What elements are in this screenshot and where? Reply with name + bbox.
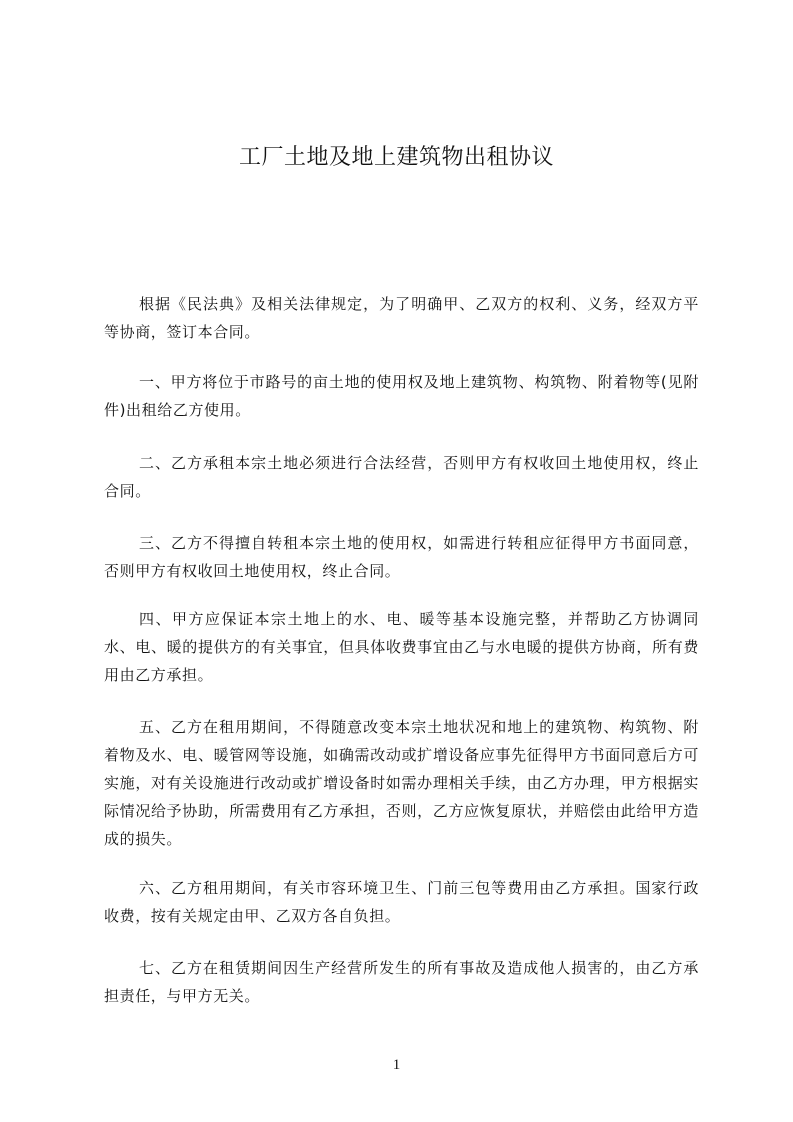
paragraph-clause-7: 七、乙方在租赁期间因生产经营所发生的所有事故及造成他人损害的，由乙方承担责任，与甲方无关。	[104, 959, 699, 1005]
paragraph-clause-6: 六、乙方租用期间，有关市容环境卫生、门前三包等费用由乙方承担。国家行政收费，按有关规定由甲、乙双方各自负担。	[104, 879, 699, 925]
page-number: 1	[392, 1057, 401, 1073]
paragraph-clause-1: 一、甲方将位于市路号的亩土地的使用权及地上建筑物、构筑物、附着物等(见附件)出租给乙方使用。	[104, 373, 699, 419]
paragraph-clause-5: 五、乙方在租用期间，不得随意改变本宗土地状况和地上的建筑物、构筑物、附着物及水、电、暖管网等设施，如确需改动或扩增设备应事先征得甲方书面同意后方可实施，对有关设施进行改动或扩增设备时如需办理相关手续，由乙方办理，甲方根据实际情况给予协助，所需费用有乙方承担，否则，乙方应恢复原状，并赔偿由此给甲方造成的损失。	[104, 718, 699, 848]
paragraph-intro: 根据《民法典》及相关法律规定，为了明确甲、乙双方的权利、义务，经双方平等协商，签订本合同。	[104, 295, 699, 341]
document-title: 工厂土地及地上建筑物出租协议	[238, 145, 554, 170]
paragraph-clause-2: 二、乙方承租本宗土地必须进行合法经营，否则甲方有权收回土地使用权，终止合同。	[104, 454, 699, 500]
paragraph-clause-3: 三、乙方不得擅自转租本宗土地的使用权，如需进行转租应征得甲方书面同意，否则甲方有权收回土地使用权，终止合同。	[104, 534, 699, 580]
paragraph-clause-4: 四、甲方应保证本宗土地上的水、电、暖等基本设施完整，并帮助乙方协调同水、电、暖的提供方的有关事宜，但具体收费事宜由乙与水电暖的提供方协商，所有费用由乙方承担。	[104, 610, 699, 684]
